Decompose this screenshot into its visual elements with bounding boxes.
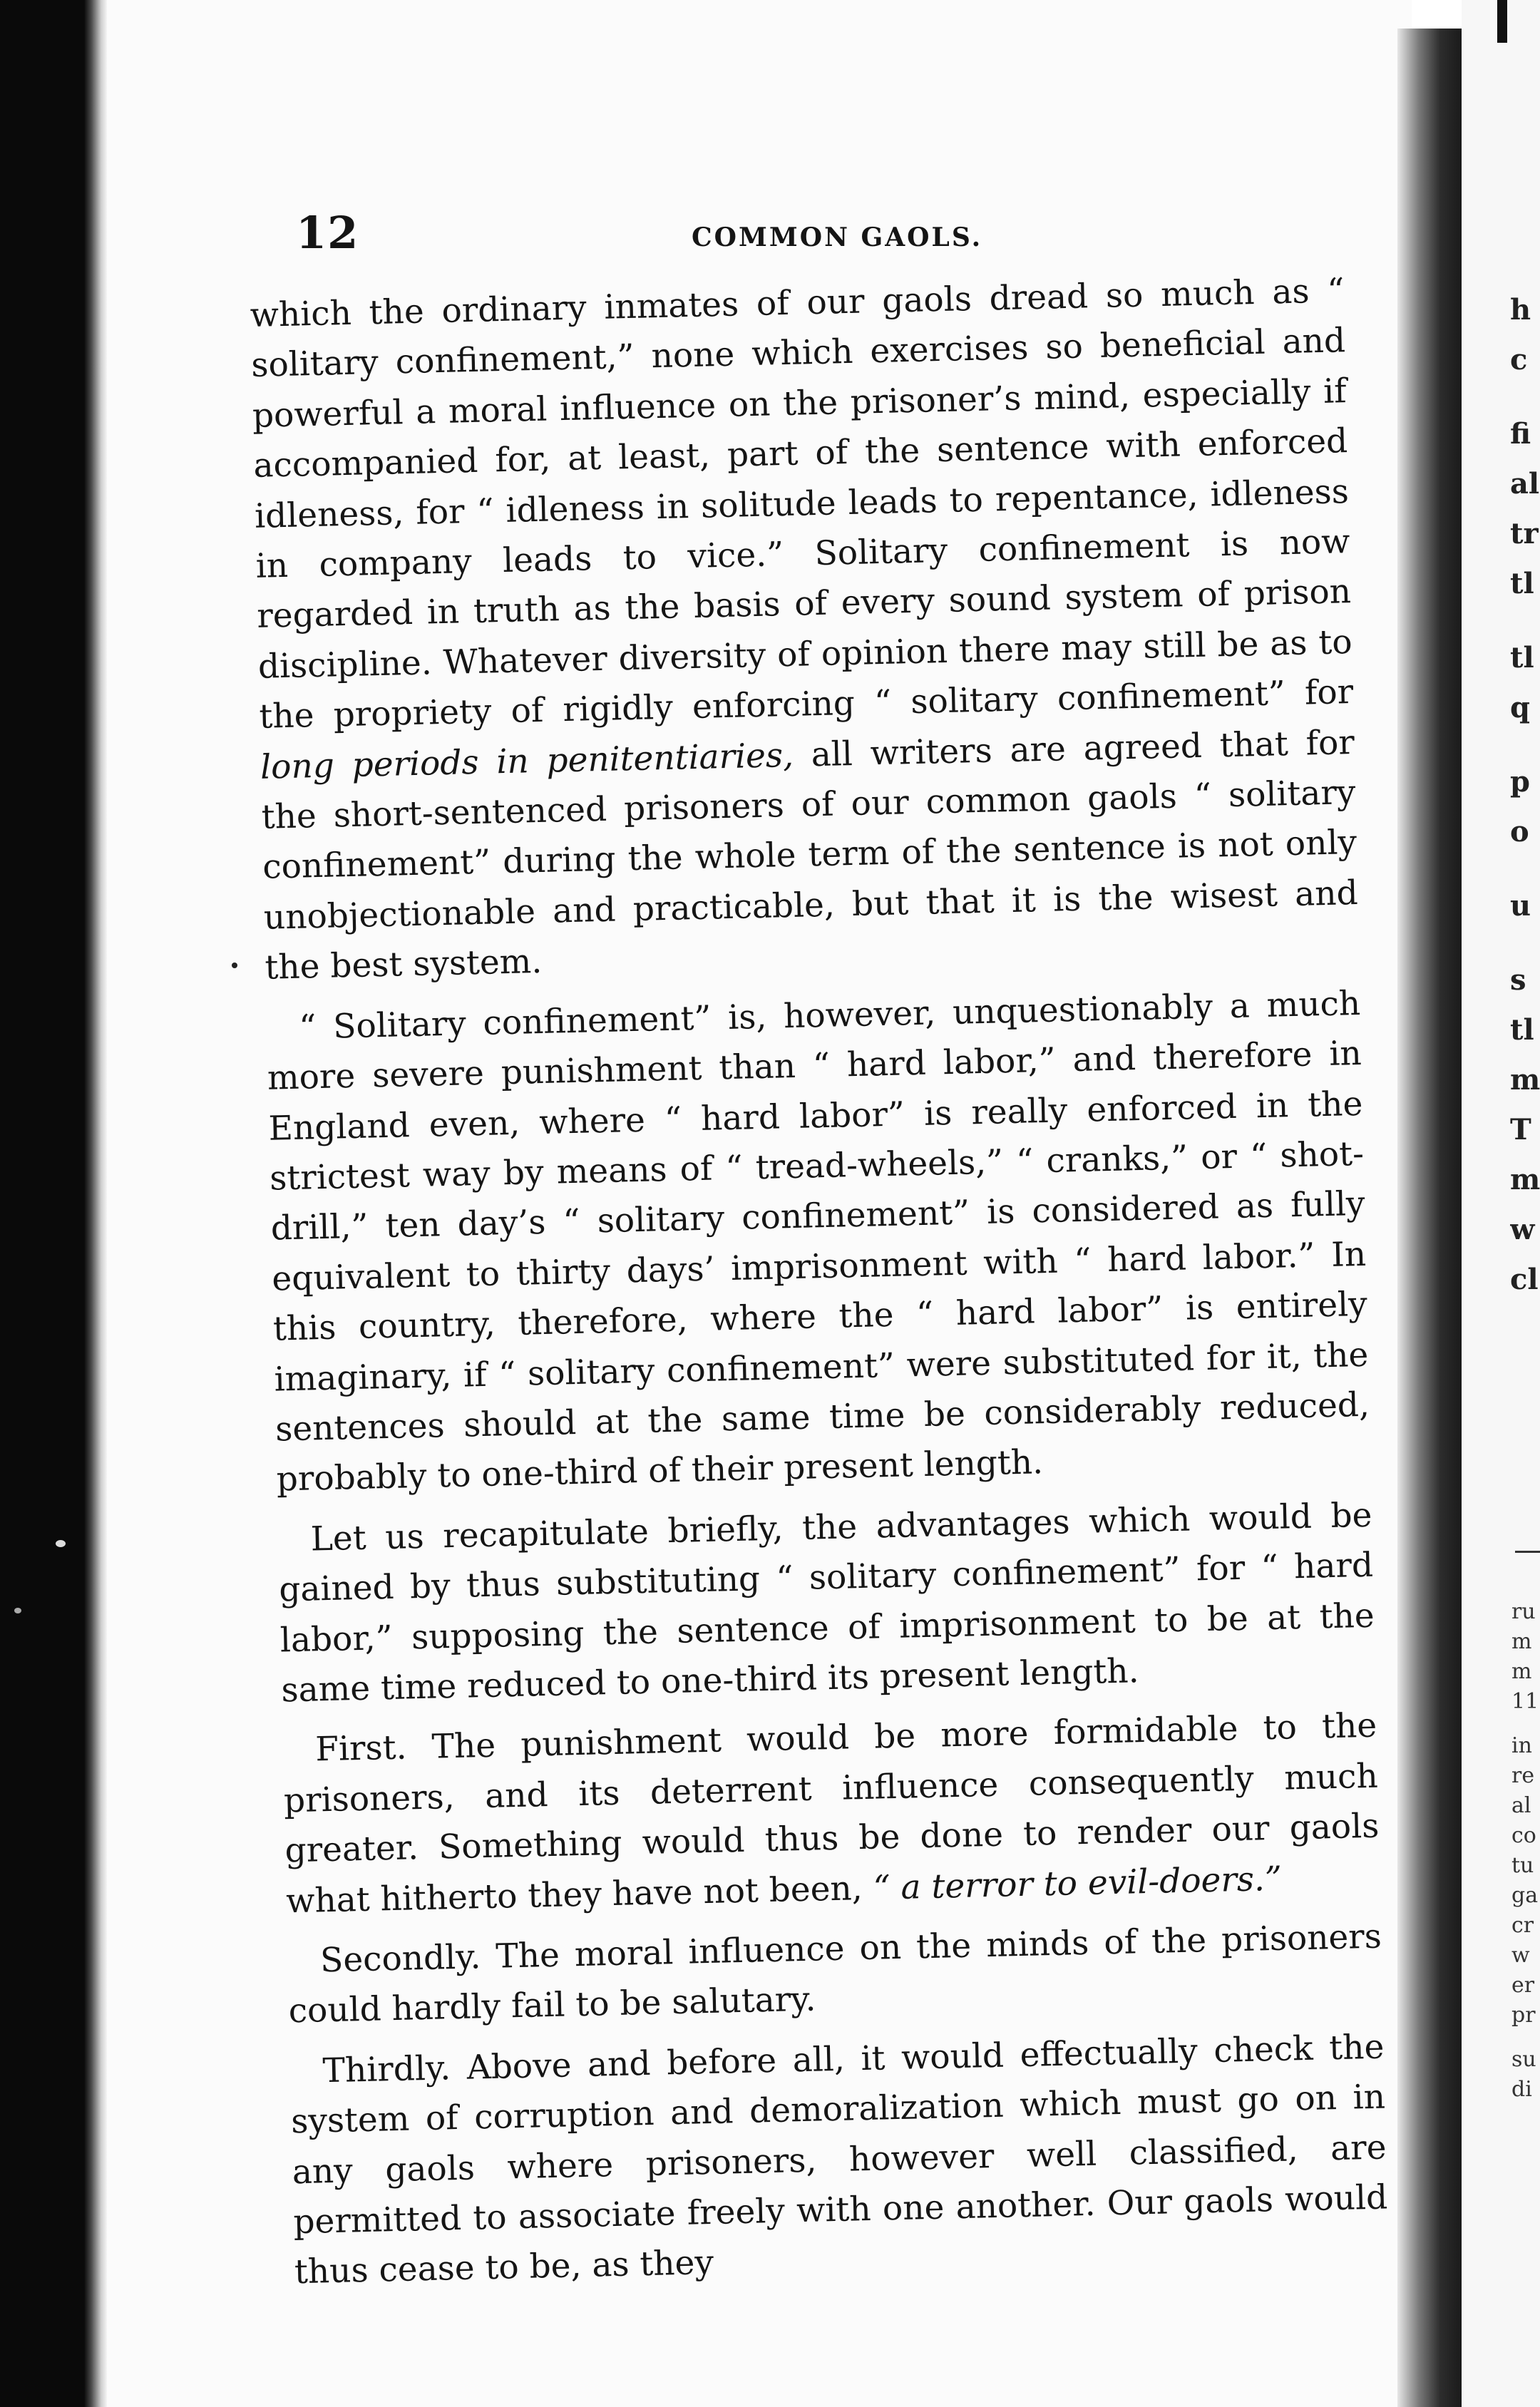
facing-footnote-fragment: m [1511, 1659, 1532, 1684]
facing-fragment: c [1510, 343, 1528, 376]
facing-fragment: w [1510, 1213, 1535, 1246]
facing-footnote-fragment: tu [1511, 1853, 1534, 1878]
facing-fragment: o [1510, 815, 1529, 848]
facing-fragment: tl [1510, 567, 1534, 600]
facing-footnote-fragment: cr [1511, 1913, 1534, 1938]
page-header [296, 207, 1365, 271]
paragraph-1 [250, 266, 1360, 993]
facing-footnote-fragment: di [1511, 2077, 1532, 2102]
page-number: 12 [296, 207, 359, 259]
facing-fragment: al [1510, 467, 1540, 501]
italic-phrase: long periods in penitentiaries, [260, 735, 794, 787]
running-head: COMMON GAOLS. [692, 222, 983, 252]
page-gutter-shadow [1397, 29, 1462, 2407]
facing-footnote-fragment: re [1511, 1763, 1535, 1788]
facing-fragment: fi [1510, 417, 1531, 451]
facing-footnote-fragment: pr [1511, 2003, 1536, 2028]
facing-fragment: tl [1510, 641, 1534, 674]
paragraph-5: Secondly. The moral influence on the minds of the prisoners could hardly fail to be salutary. [288, 1916, 1382, 2031]
facing-footnote-fragment: su [1511, 2047, 1536, 2072]
facing-fragment: m [1510, 1063, 1540, 1097]
paragraph-3: Let us recapitulate briefly, the advantages which would be gained by thus substituting “ solitary confinement” for “ hard labor,” supposing the sentence of imprisonment to be at the same time reduced to one-third its present length. [278, 1495, 1375, 1710]
facing-fragment: u [1510, 889, 1531, 923]
facing-footnote-fragment: 11 [1511, 1689, 1539, 1714]
scan-speck [14, 1608, 21, 1613]
italic-quote: “ a terror to evil-doers.” [872, 1859, 1283, 1908]
facing-page-fragments [1510, 285, 1540, 1305]
facing-fragment: tr [1510, 517, 1539, 550]
paragraph-1-tail: all writers are agreed that for the short-sentenced prisoners of our common gaols “ solitary confinement” during the whole term of the sentence is not only unobjectionable and practicable, but that it is the wisest and the best system. [261, 722, 1359, 988]
facing-fragment: cl [1510, 1263, 1539, 1296]
facing-footnote-fragments [1511, 1597, 1540, 2105]
facing-footnote-rule [1515, 1551, 1540, 1553]
paragraph-4-text: First. The punishment would be more formidable to the prisoners, and its deterrent influence consequently much greater. Something would thus be done to render our gaols what hitherto they have not been, [283, 1706, 1380, 1921]
scan-speck [56, 1540, 66, 1547]
facing-footnote-fragment: ga [1511, 1883, 1539, 1908]
facing-fragment: T [1510, 1113, 1531, 1146]
facing-footnote-fragment: er [1511, 1973, 1535, 1998]
facing-footnote-fragment: co [1511, 1823, 1536, 1848]
paragraph-6: Thirdly. Above and before all, it would effectually check the system of corruption and demoralization which must go on in any gaols where prisoners, however well classified, are permitted to associate freely with one another. Our gaols would thus cease to be, as they [290, 2027, 1388, 2292]
scan-speck [232, 963, 237, 968]
scan-left-margin [0, 0, 107, 2407]
facing-fragment: q [1510, 691, 1530, 724]
paragraph-1-text: which the ordinary inmates of our gaols dread so much as “ solitary confinement,” none which exercises so beneficial and powerful a moral influence on the prisoner’s mind, especially if accompanied for, at least, part of the sentence with enforced idleness, for “ idleness in solitude leads to repentance, idleness in company leads to vice.” Solitary confinement is now regarded in truth as the basis of every sound system of prison discipline. Whatever diversity of opinion there may still be as to the propriety of rigidly enforcing “ solitary confinement” for [250, 271, 1354, 737]
paragraph-2: “ Solitary confinement” is, however, unquestionably a much more severe punishment than “ hard labor,” and therefore in England even, where “ hard labor” is really enforced in the strictest way by means of “ tread-wheels,” “ cranks,” or “ shot-drill,” ten day’s “ solitary confinement” is considered as fully equivalent to thirty days’ imprisonment with “ hard labor.” In this country, therefore, where the “ hard labor” is entirely imaginary, if “ solitary confinement” were substituted for it, the sentences should at the same time be considerably reduced, probably to one-third of their present length. [267, 983, 1370, 1499]
facing-fragment: p [1510, 765, 1530, 799]
paragraph-4 [282, 1701, 1381, 1926]
scan-edge-mark [1497, 0, 1507, 43]
facing-fragment: m [1510, 1163, 1540, 1196]
facing-footnote-fragment: ru [1511, 1599, 1536, 1624]
facing-fragment: s [1510, 963, 1526, 997]
facing-footnote-fragment: w [1511, 1943, 1530, 1968]
facing-footnote-fragment: m [1511, 1629, 1532, 1654]
facing-footnote-fragment: in [1511, 1733, 1532, 1758]
body-text [250, 266, 1390, 2308]
facing-footnote-fragment: al [1511, 1793, 1531, 1818]
facing-fragment: h [1510, 293, 1531, 327]
facing-fragment: tl [1510, 1013, 1534, 1047]
